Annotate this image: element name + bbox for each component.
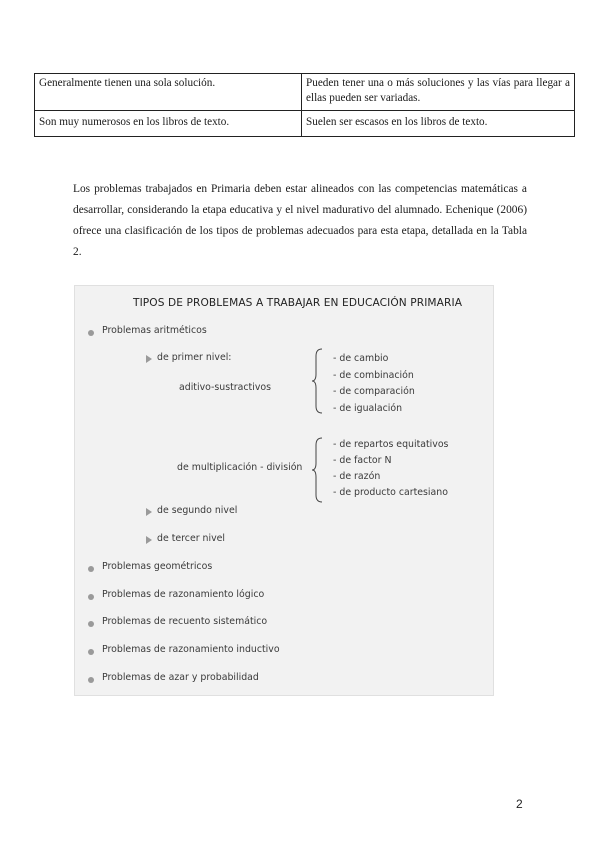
problem-types-figure (74, 285, 494, 696)
table-cell: Generalmente tienen una sola solución. (35, 74, 302, 111)
list-item-aditivo: aditivo-sustractivos (179, 382, 272, 393)
triangle-bullet-icon (146, 355, 152, 363)
list-item-primer-nivel: de primer nivel: (157, 352, 232, 363)
multiplicacion-item: - de razón (333, 471, 381, 482)
table-row (35, 111, 575, 137)
list-item-segundo-nivel: de segundo nivel (157, 505, 238, 516)
table-row (35, 74, 575, 111)
list-item: Problemas de azar y probabilidad (102, 672, 259, 683)
multiplicacion-item: - de producto cartesiano (333, 487, 448, 498)
list-item: Problemas de razonamiento lógico (102, 589, 265, 600)
list-item: Problemas de recuento sistemático (102, 616, 268, 627)
table-cell: Son muy numerosos en los libros de texto. (35, 111, 302, 137)
bullet-icon (88, 621, 94, 627)
bullet-icon (88, 649, 94, 655)
list-item-tercer-nivel: de tercer nivel (157, 533, 226, 544)
multiplicacion-item: - de repartos equitativos (333, 439, 449, 450)
bullet-icon (88, 594, 94, 600)
triangle-bullet-icon (146, 508, 152, 516)
list-item-multiplicacion: de multiplicación - división (177, 462, 303, 473)
triangle-bullet-icon (146, 536, 152, 544)
body-paragraph: Los problemas trabajados en Primaria deben estar alineados con las competencias matemáticas a desarrollar, considerando la etapa educativa y el nivel madurativo del alumnado. Echenique (2006) ofrece una clasificación de los tipos de problemas adecuados para esta etapa, detallada en la Tabla 2. (73, 183, 527, 258)
brace-icon (311, 348, 325, 414)
aditivo-item: - de igualación (333, 403, 403, 414)
bullet-icon (88, 566, 94, 572)
list-item-aritmeticos: Problemas aritméticos (102, 325, 207, 336)
page-number: 2 (516, 797, 523, 811)
aditivo-item: - de comparación (333, 386, 415, 397)
table-cell: Pueden tener una o más soluciones y las vías para llegar a ellas pueden ser variadas. (302, 74, 575, 111)
bullet-icon (88, 330, 94, 336)
table-cell: Suelen ser escasos en los libros de texto. (302, 111, 575, 137)
aditivo-item: - de combinación (333, 370, 414, 381)
list-item: Problemas geométricos (102, 561, 213, 572)
comparison-table (34, 73, 575, 137)
bullet-icon (88, 677, 94, 683)
figure-title: TIPOS DE PROBLEMAS A TRABAJAR EN EDUCACIÓN PRIMARIA (133, 297, 463, 309)
multiplicacion-item: - de factor N (333, 455, 392, 466)
list-item: Problemas de razonamiento inductivo (102, 644, 280, 655)
brace-icon (311, 437, 325, 503)
aditivo-item: - de cambio (333, 353, 389, 364)
